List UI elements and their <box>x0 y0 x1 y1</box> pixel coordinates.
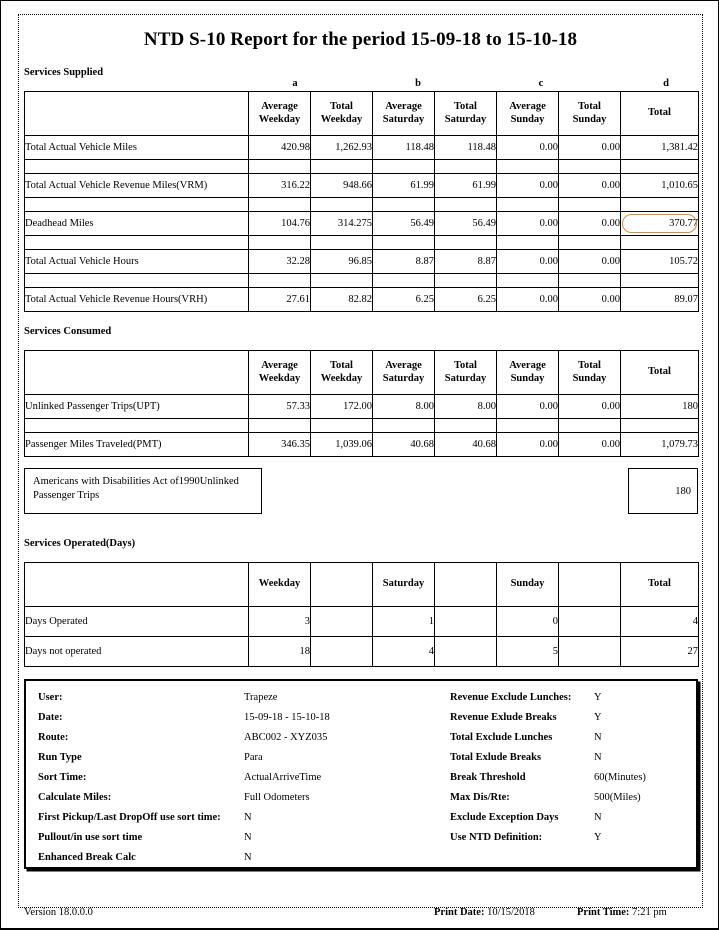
report-content <box>19 29 702 921</box>
column-letter-b: b <box>415 78 421 89</box>
data-cell: 370.77 <box>621 212 699 236</box>
data-cell: 3 <box>249 607 311 637</box>
table-header-row <box>25 563 699 607</box>
parameter-value: 60(Minutes) <box>594 772 646 783</box>
header-saturday: Saturday <box>373 563 435 607</box>
print-time-value: 7:21 pm <box>632 907 667 918</box>
data-cell: 420.98 <box>249 136 311 160</box>
data-cell: 5 <box>497 637 559 667</box>
data-cell <box>311 607 373 637</box>
parameter-row <box>38 732 358 752</box>
data-cell: 40.68 <box>435 433 497 457</box>
parameter-value: 15-09-18 - 15-10-18 <box>244 712 330 723</box>
table-spacer-row <box>25 198 699 212</box>
spacer-cell <box>249 198 311 212</box>
parameter-value: ActualArriveTime <box>244 772 322 783</box>
table-row <box>25 136 699 160</box>
spacer-cell <box>311 198 373 212</box>
header-sunday: Sunday <box>497 563 559 607</box>
parameter-key: Run Type <box>38 752 82 763</box>
spacer-cell <box>311 236 373 250</box>
parameter-row <box>450 752 700 772</box>
spacer-cell <box>621 160 699 174</box>
parameter-key: Date: <box>38 712 63 723</box>
table-row <box>25 433 699 457</box>
spacer-cell <box>249 419 311 433</box>
spacer-cell <box>249 160 311 174</box>
parameter-row <box>450 732 700 752</box>
spacer-cell <box>559 236 621 250</box>
parameter-value: Para <box>244 752 263 763</box>
data-cell: 316.22 <box>249 174 311 198</box>
ada-total-value: 180 <box>628 468 698 514</box>
data-cell: 8.87 <box>373 250 435 274</box>
data-cell: 82.82 <box>311 288 373 312</box>
data-cell: 4 <box>373 637 435 667</box>
parameter-value: 500(Miles) <box>594 792 641 803</box>
ada-row <box>24 468 698 514</box>
data-cell: 0.00 <box>559 395 621 419</box>
parameter-row <box>38 712 358 732</box>
spacer-cell <box>621 198 699 212</box>
row-label: Total Actual Vehicle Revenue Miles(VRM) <box>25 174 249 198</box>
spacer-cell <box>497 419 559 433</box>
services-supplied-table <box>24 91 699 312</box>
parameter-row <box>38 752 358 772</box>
spacer-cell <box>559 198 621 212</box>
services-supplied-body <box>25 136 699 312</box>
report-parameters-box <box>24 679 698 869</box>
data-cell: 40.68 <box>373 433 435 457</box>
parameter-row <box>450 692 700 712</box>
parameter-value: Y <box>594 712 602 723</box>
parameter-key: Pullout/in use sort time <box>38 832 143 843</box>
data-cell: 56.49 <box>435 212 497 236</box>
header-blank <box>25 92 249 136</box>
data-cell: 32.28 <box>249 250 311 274</box>
data-cell: 61.99 <box>435 174 497 198</box>
data-cell: 0.00 <box>559 136 621 160</box>
parameter-key: Total Exlude Breaks <box>450 752 542 763</box>
data-cell: 1 <box>373 607 435 637</box>
data-cell: 0.00 <box>497 395 559 419</box>
table-row <box>25 288 699 312</box>
parameter-key: Revenue Exclude Lunches: <box>450 692 572 703</box>
header-total: Total <box>621 92 699 136</box>
data-cell <box>559 637 621 667</box>
parameter-key: User: <box>38 692 63 703</box>
report-page-inner-border <box>18 14 703 918</box>
row-label: Deadhead Miles <box>25 212 249 236</box>
table-row <box>25 174 699 198</box>
services-consumed-body <box>25 395 699 457</box>
spacer-cell <box>559 160 621 174</box>
table-header-row <box>25 92 699 136</box>
spacer-cell <box>559 419 621 433</box>
row-label: Days not operated <box>25 637 249 667</box>
data-cell: 0.00 <box>559 174 621 198</box>
spacer-cell <box>497 198 559 212</box>
data-cell: 8.00 <box>435 395 497 419</box>
parameter-value: ABC002 - XYZ035 <box>244 732 328 743</box>
data-cell: 27 <box>621 637 699 667</box>
spacer-cell <box>497 160 559 174</box>
parameter-key: Route: <box>38 732 69 743</box>
data-cell: 0 <box>497 607 559 637</box>
spacer-cell <box>435 198 497 212</box>
data-cell: 0.00 <box>497 288 559 312</box>
parameter-row <box>450 812 700 832</box>
parameter-row <box>38 792 358 812</box>
data-cell: 1,010.65 <box>621 174 699 198</box>
print-time-label: Print Time: <box>577 907 630 918</box>
table-row <box>25 212 699 236</box>
table-row <box>25 250 699 274</box>
section-label-services-supplied: Services Supplied <box>24 67 104 78</box>
data-cell: 1,039.06 <box>311 433 373 457</box>
header-total-saturday: Total Saturday <box>435 351 497 395</box>
header-total-sunday: Total Sunday <box>559 351 621 395</box>
spacer-cell <box>435 274 497 288</box>
parameter-row <box>450 832 700 852</box>
row-label: Days Operated <box>25 607 249 637</box>
print-time <box>577 907 667 918</box>
parameters-column-left <box>38 692 358 872</box>
parameter-key: Sort Time: <box>38 772 87 783</box>
data-cell: 8.00 <box>373 395 435 419</box>
selected-cell-highlight <box>622 214 697 233</box>
data-cell: 0.00 <box>559 433 621 457</box>
table-row <box>25 637 699 667</box>
data-cell: 0.00 <box>497 174 559 198</box>
parameter-key: Exclude Exception Days <box>450 812 559 823</box>
services-consumed-table <box>24 350 699 457</box>
parameter-row <box>450 772 700 792</box>
data-cell <box>435 607 497 637</box>
data-cell: 18 <box>249 637 311 667</box>
spacer-cell <box>373 160 435 174</box>
parameter-value: N <box>244 852 252 863</box>
data-cell <box>559 607 621 637</box>
data-cell: 57.33 <box>249 395 311 419</box>
spacer-cell <box>621 274 699 288</box>
data-cell: 0.00 <box>559 250 621 274</box>
row-label: Total Actual Vehicle Hours <box>25 250 249 274</box>
parameter-key: Revenue Exlude Breaks <box>450 712 557 723</box>
data-cell: 1,079.73 <box>621 433 699 457</box>
print-date-value: 10/15/2018 <box>487 907 535 918</box>
table-spacer-row <box>25 274 699 288</box>
table-spacer-row <box>25 419 699 433</box>
spacer-cell <box>311 419 373 433</box>
data-cell <box>311 637 373 667</box>
data-cell: 1,381.42 <box>621 136 699 160</box>
row-label: Unlinked Passenger Trips(UPT) <box>25 395 249 419</box>
spacer-cell <box>435 236 497 250</box>
parameter-value: N <box>594 752 602 763</box>
parameter-key: Max Dis/Rte: <box>450 792 510 803</box>
header-blank-3 <box>435 563 497 607</box>
data-cell: 61.99 <box>373 174 435 198</box>
parameter-value: N <box>244 812 252 823</box>
parameter-value: N <box>594 732 602 743</box>
parameter-key: Total Exclude Lunches <box>450 732 553 743</box>
spacer-cell <box>25 274 249 288</box>
print-date-label: Print Date: <box>434 907 485 918</box>
spacer-cell <box>621 419 699 433</box>
spacer-cell <box>25 160 249 174</box>
spacer-cell <box>311 274 373 288</box>
header-average-weekday: Average Weekday <box>249 351 311 395</box>
header-blank-5 <box>559 563 621 607</box>
header-blank <box>25 563 249 607</box>
header-total-weekday: Total Weekday <box>311 351 373 395</box>
data-cell: 96.85 <box>311 250 373 274</box>
column-letter-d: d <box>663 78 669 89</box>
parameter-key: Use NTD Definition: <box>450 832 543 843</box>
data-cell: 180 <box>621 395 699 419</box>
table-header-row <box>25 351 699 395</box>
parameter-value: Y <box>594 832 602 843</box>
data-cell: 104.76 <box>249 212 311 236</box>
header-average-sunday: Average Sunday <box>497 92 559 136</box>
spacer-cell <box>435 419 497 433</box>
parameter-row <box>38 852 358 872</box>
spacer-cell <box>373 274 435 288</box>
header-total-saturday: Total Saturday <box>435 92 497 136</box>
parameter-key: Enhanced Break Calc <box>38 852 136 863</box>
data-cell: 56.49 <box>373 212 435 236</box>
spacer-cell <box>25 236 249 250</box>
header-total-weekday: Total Weekday <box>311 92 373 136</box>
data-cell: 0.00 <box>497 433 559 457</box>
data-cell: 0.00 <box>497 250 559 274</box>
spacer-cell <box>497 274 559 288</box>
data-cell <box>435 637 497 667</box>
parameter-value: N <box>244 832 252 843</box>
parameter-row <box>450 712 700 732</box>
data-cell: 0.00 <box>559 288 621 312</box>
spacer-cell <box>621 236 699 250</box>
column-letter-c: c <box>538 78 544 89</box>
data-cell: 314.275 <box>311 212 373 236</box>
column-letter-a: a <box>292 78 298 89</box>
parameter-value: Trapeze <box>244 692 278 703</box>
spacer-cell <box>497 236 559 250</box>
data-cell: 948.66 <box>311 174 373 198</box>
services-operated-body <box>25 607 699 667</box>
header-average-saturday: Average Saturday <box>373 351 435 395</box>
spacer-cell <box>435 160 497 174</box>
header-blank <box>25 351 249 395</box>
column-letters-row <box>24 78 698 91</box>
data-cell: 0.00 <box>559 212 621 236</box>
data-cell: 0.00 <box>497 212 559 236</box>
row-label: Passenger Miles Traveled(PMT) <box>25 433 249 457</box>
parameter-value: Y <box>594 692 602 703</box>
parameter-row <box>38 812 358 832</box>
data-cell: 118.48 <box>435 136 497 160</box>
version-label: Version 18.0.0.0 <box>24 907 93 918</box>
header-total-sunday: Total Sunday <box>559 92 621 136</box>
data-cell: 8.87 <box>435 250 497 274</box>
row-label: Total Actual Vehicle Revenue Hours(VRH) <box>25 288 249 312</box>
parameter-row <box>450 792 700 812</box>
spacer-cell <box>25 198 249 212</box>
header-weekday: Weekday <box>249 563 311 607</box>
data-cell: 1,262.93 <box>311 136 373 160</box>
table-spacer-row <box>25 236 699 250</box>
parameter-key: First Pickup/Last DropOff use sort time: <box>38 812 221 823</box>
header-total: Total <box>621 351 699 395</box>
services-operated-table <box>24 562 699 667</box>
section-label-services-operated: Services Operated(Days) <box>24 538 136 549</box>
section-label-services-consumed: Services Consumed <box>24 326 112 337</box>
ada-label: Americans with Disabilities Act of1990Unlinked Passenger Trips <box>24 468 262 514</box>
header-average-saturday: Average Saturday <box>373 92 435 136</box>
parameter-value: Full Odometers <box>244 792 310 803</box>
header-blank-1 <box>311 563 373 607</box>
spacer-cell <box>249 236 311 250</box>
print-date <box>434 907 535 918</box>
data-cell: 89.07 <box>621 288 699 312</box>
header-average-weekday: Average Weekday <box>249 92 311 136</box>
header-total: Total <box>621 563 699 607</box>
spacer-cell <box>311 160 373 174</box>
data-cell: 27.61 <box>249 288 311 312</box>
parameter-row <box>38 692 358 712</box>
data-cell: 172.00 <box>311 395 373 419</box>
parameter-value: N <box>594 812 602 823</box>
header-average-sunday: Average Sunday <box>497 351 559 395</box>
data-cell: 4 <box>621 607 699 637</box>
parameter-row <box>38 832 358 852</box>
spacer-cell <box>373 419 435 433</box>
spacer-cell <box>373 198 435 212</box>
table-row <box>25 607 699 637</box>
data-cell: 6.25 <box>435 288 497 312</box>
data-cell: 0.00 <box>497 136 559 160</box>
spacer-cell <box>249 274 311 288</box>
parameter-row <box>38 772 358 792</box>
table-row <box>25 395 699 419</box>
row-label: Total Actual Vehicle Miles <box>25 136 249 160</box>
table-spacer-row <box>25 160 699 174</box>
page-title: NTD S-10 Report for the period 15-09-18 to 15-10-18 <box>143 29 578 50</box>
parameters-column-right <box>450 692 700 852</box>
data-cell: 118.48 <box>373 136 435 160</box>
parameter-key: Break Threshold <box>450 772 526 783</box>
data-cell: 346.35 <box>249 433 311 457</box>
data-cell: 105.72 <box>621 250 699 274</box>
spacer-cell <box>373 236 435 250</box>
spacer-cell <box>559 274 621 288</box>
parameter-key: Calculate Miles: <box>38 792 112 803</box>
spacer-cell <box>25 419 249 433</box>
data-cell: 6.25 <box>373 288 435 312</box>
